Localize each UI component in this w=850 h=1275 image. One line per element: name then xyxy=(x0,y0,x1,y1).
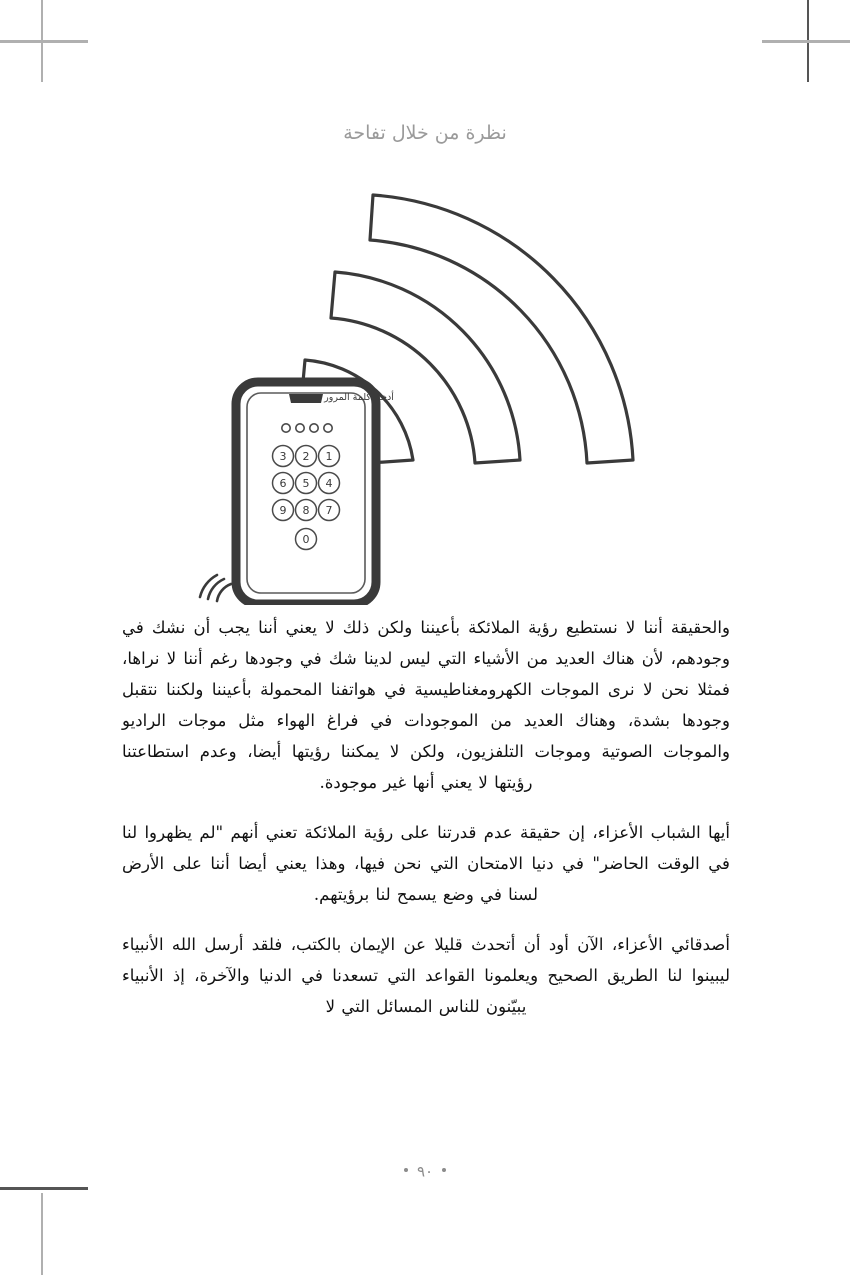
keypad-label-3: 3 xyxy=(279,450,287,463)
running-head: نظرة من خلال تفاحة xyxy=(343,122,507,144)
keypad-label-8: 8 xyxy=(302,504,310,517)
folio-dot-left xyxy=(404,1168,408,1172)
body-paragraph-3: أصدقائي الأعزاء، الآن أود أن أتحدث قليلا عن الإيمان بالكتب، فلقد أرسل الله الأنبياء ليبينوا لنا الطريق الصحيح ويعلمونا القواعد التي تسعدنا في الدنيا والآخرة، إذ الأنبياء يبيّنون للناس المسائل التي لا xyxy=(122,935,730,1016)
keypad-label-9: 9 xyxy=(279,504,287,517)
keypad-label-2: 2 xyxy=(302,450,310,463)
phone-password-prompt: أدخل كلمة المرور xyxy=(324,392,394,403)
folio-dot-right xyxy=(442,1168,446,1172)
body-paragraph-1: والحقيقة أننا لا نستطيع رؤية الملائكة بأعيننا ولكن ذلك لا يعني أننا يجب أن نشك في وجودهم، لأن هناك العديد من الأشياء التي ليس لدينا شك في وجودها رغم أننا لا نراها، فمثلا نحن لا نرى الموجات الكهرومغناطيسية في هواتفنا المحمولة بأعيننا ولكننا نتقبل وجودها بشدة، وهناك العديد من الموجودات في فراغ الهواء مثل موجات الراديو والموجات الصوتية وموجات التلفزيون، ولكن لا يمكننا رؤيتها أيضا، وعدم استطاعتنا رؤيتها لا يعني أنها غير موجودة. xyxy=(122,618,730,792)
body-paragraph-2: أيها الشباب الأعزاء، إن حقيقة عدم قدرتنا على رؤية الملائكة تعني أنهم "لم يظهروا لنا في الوقت الحاضر" في دنيا الامتحان التي نحن فيها، وهذا يعني أيضا أننا على الأرض لسنا في وضع يسمح لنا برؤيتهم. xyxy=(122,823,730,904)
phone-signal-illustration xyxy=(195,160,695,605)
keypad-label-5: 5 xyxy=(302,477,310,490)
crop-mark-top-right-horizontal xyxy=(762,40,850,43)
crop-mark-bottom-left-vertical xyxy=(41,1193,43,1275)
keypad-label-0: 0 xyxy=(302,533,310,546)
crop-mark-bottom-left-horizontal xyxy=(0,1187,88,1190)
keypad-label-6: 6 xyxy=(279,477,287,490)
keypad-label-1: 1 xyxy=(325,450,333,463)
folio-number-label: ٩٠ xyxy=(416,1162,434,1180)
phone-notch xyxy=(289,394,323,403)
keypad-label-4: 4 xyxy=(325,477,333,490)
vibration-lines xyxy=(200,575,231,601)
keypad-label-7: 7 xyxy=(325,504,333,517)
page-number xyxy=(0,1162,850,1181)
illustration-svg xyxy=(195,160,695,605)
crop-mark-top-left-horizontal xyxy=(0,40,88,43)
page-body xyxy=(122,612,730,1022)
vibration-line xyxy=(217,584,231,601)
